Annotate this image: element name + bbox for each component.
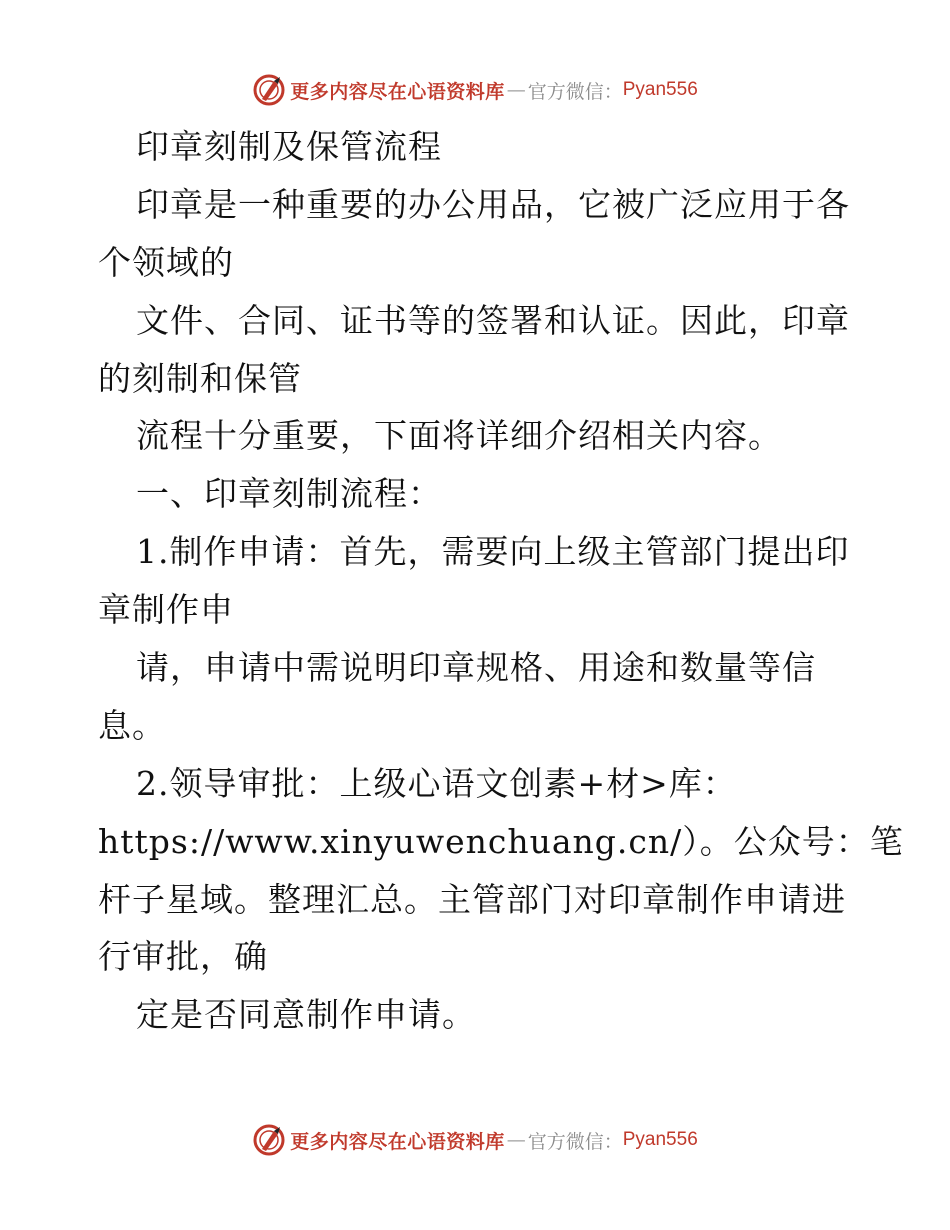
- doc-line: 请，申请中需说明印章规格、用途和数量等信: [136, 648, 816, 688]
- banner-main-text: 更多内容尽在心语资料库: [290, 1130, 505, 1153]
- banner-sub-text: 官方微信：: [527, 1130, 623, 1153]
- doc-line: 2.领导审批：上级心语文创素+材>库：: [136, 763, 737, 803]
- footer-banner: [0, 1120, 950, 1160]
- banner-separator: —: [506, 79, 526, 101]
- pen-nib-circle-logo-icon: [252, 1123, 286, 1157]
- header-banner: [0, 70, 950, 110]
- doc-line: 个领域的: [98, 242, 234, 282]
- doc-line-section-heading: 一、印章刻制流程：: [136, 474, 442, 514]
- doc-line: 文件、合同、证书等的签署和认证。因此，印章: [136, 300, 850, 340]
- doc-line: 息。: [98, 705, 166, 745]
- doc-line: 流程十分重要，下面将详细介绍相关内容。: [136, 416, 782, 456]
- doc-line: 的刻制和保管: [98, 358, 302, 398]
- doc-line-url: https://www.xinyuwenchuang.cn/）。公众号：笔: [98, 821, 904, 861]
- banner-main-text: 更多内容尽在心语资料库: [290, 80, 505, 103]
- banner-sub-text: 官方微信：: [527, 80, 623, 103]
- doc-line: 印章是一种重要的办公用品，它被广泛应用于各: [136, 184, 850, 224]
- doc-line: 杆子星域。整理汇总。主管部门对印章制作申请进: [98, 879, 846, 919]
- doc-line: 1.制作申请：首先，需要向上级主管部门提出印: [136, 532, 850, 572]
- doc-line: 行审批，确: [98, 937, 268, 977]
- doc-line: 章制作申: [98, 590, 234, 630]
- document-body: [98, 118, 904, 1044]
- doc-line: 定是否同意制作申请。: [136, 995, 476, 1035]
- banner-wechat-id: Pyan556: [622, 1129, 698, 1150]
- doc-line-title: 印章刻制及保管流程: [136, 127, 442, 166]
- banner-separator: —: [506, 1129, 526, 1151]
- pen-nib-circle-logo-icon: [252, 73, 286, 107]
- banner-wechat-id: Pyan556: [622, 79, 698, 100]
